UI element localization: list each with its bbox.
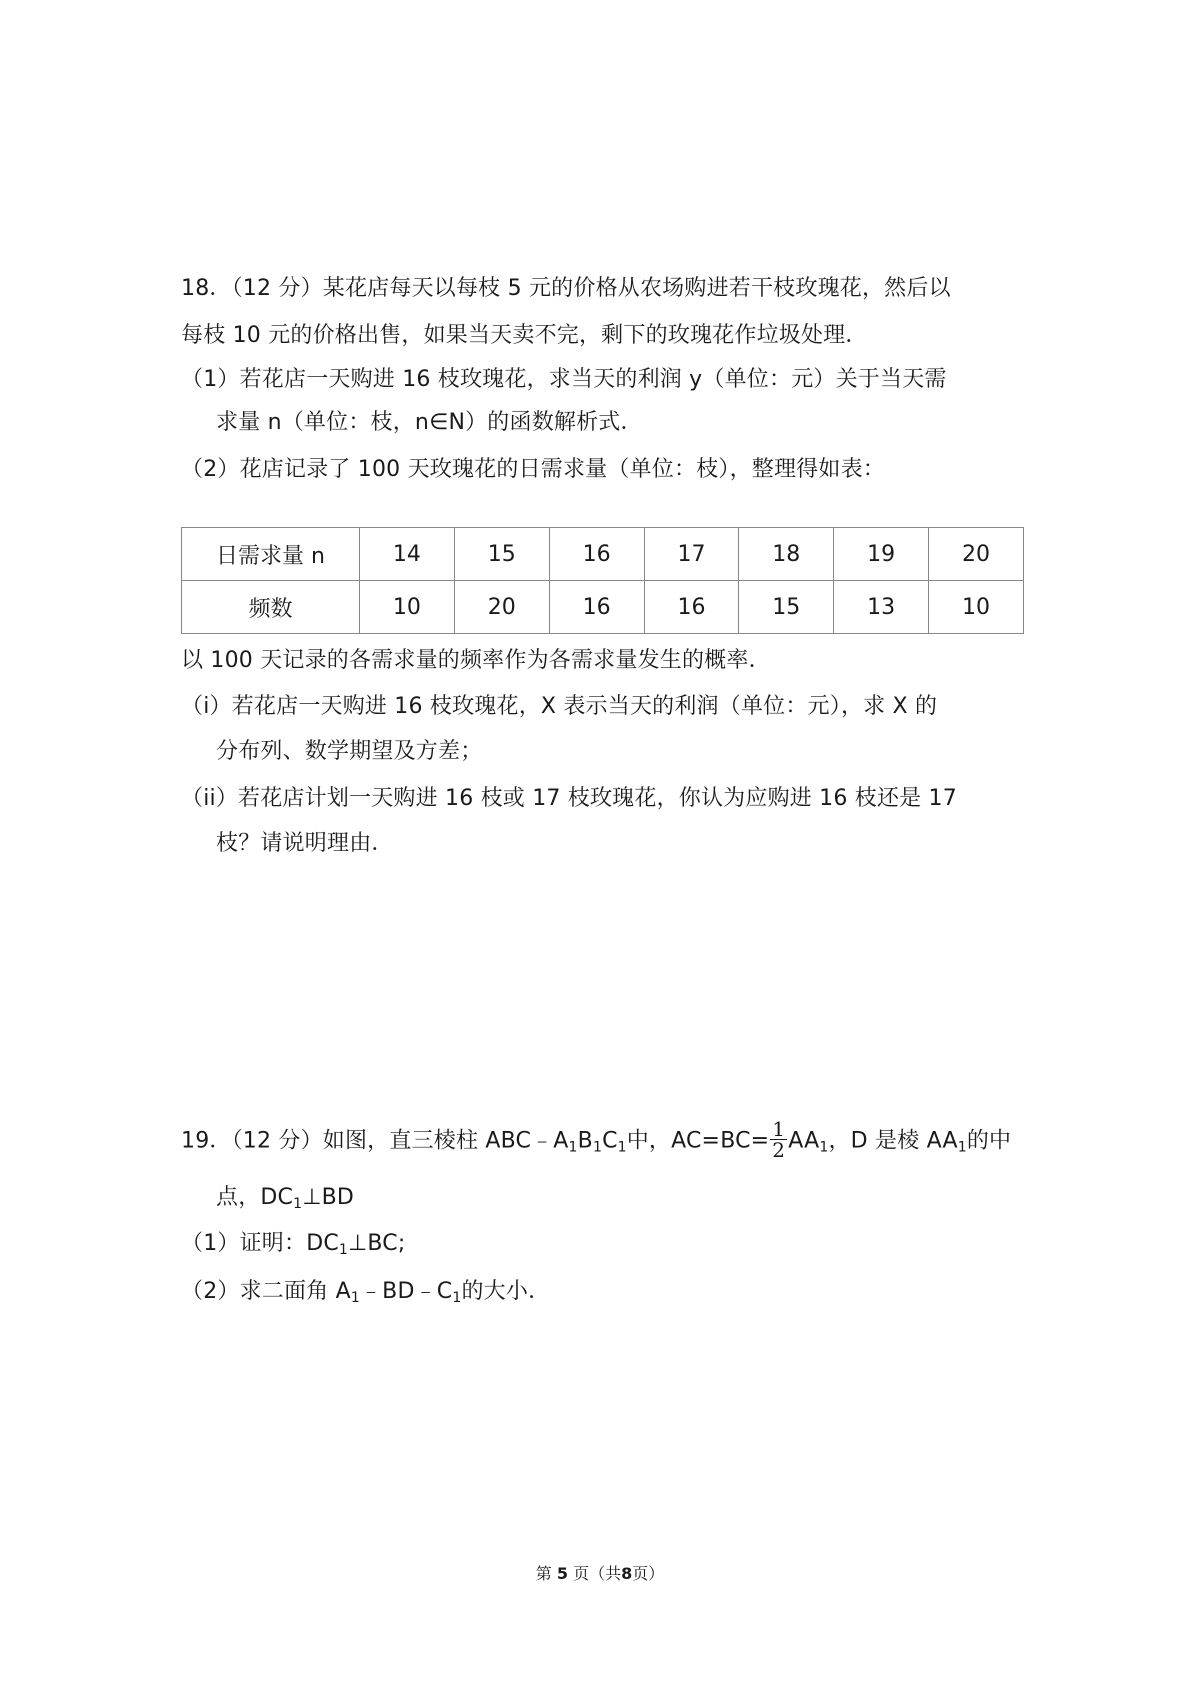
q18-sub-i-line-2: 分布列、数学期望及方差； bbox=[216, 739, 483, 764]
table-cell: 15 bbox=[739, 581, 834, 634]
q18-part2-line-1: （2）花店记录了 100 天玫瑰花的日需求量（单位：枝），整理得如表： bbox=[181, 457, 885, 482]
row-header-frequency: 频数 bbox=[182, 581, 360, 634]
frequency-table bbox=[181, 527, 1024, 634]
table-cell: 17 bbox=[644, 528, 739, 581]
q19-part1: （1）证明：$DC_1\perp BC$; bbox=[181, 1231, 406, 1258]
q18-sub-ii-line-1: （ii）若花店计划一天购进 16 枝或 17 枝玫瑰花，你认为应购进 16 枝还是 17 bbox=[181, 786, 957, 811]
table-cell: 20 bbox=[454, 581, 549, 634]
table-cell: 15 bbox=[454, 528, 549, 581]
table-row bbox=[182, 528, 1024, 581]
table-cell: 13 bbox=[834, 581, 929, 634]
table-cell: 20 bbox=[929, 528, 1024, 581]
q19-line-2: 点，$DC_1\perp BD$ bbox=[216, 1185, 355, 1212]
table-cell: 10 bbox=[360, 581, 455, 634]
q19-part2: （2）求二面角 $A_1﹣BD﹣C_1$的大小． bbox=[181, 1279, 551, 1306]
q18-part1-line-1: （1）若花店一天购进 16 枝玫瑰花，求当天的利润 y（单位：元）关于当天需 bbox=[181, 367, 947, 392]
q19-line-1: 19．（12 分）如图，直三棱柱 $ABC﹣A_1B_1C_1$中，AC=BC= $\frac{1}{2}$ $AA_1$，D 是棱 $AA_1$的中 bbox=[181, 1117, 1012, 1162]
q18-line-1: 18．（12 分）某花店每天以每枝 5 元的价格从农场购进若干枝玫瑰花，然后以 bbox=[181, 276, 951, 301]
table-cell: 16 bbox=[549, 581, 644, 634]
table-row bbox=[182, 581, 1024, 634]
q18-sub-ii-line-2: 枝？请说明理由． bbox=[216, 831, 394, 856]
fraction-one-half: $\frac{1}{2}$ bbox=[772, 1117, 786, 1162]
table-cell: 14 bbox=[360, 528, 455, 581]
current-page-number: 5 bbox=[556, 1564, 568, 1583]
q18-sub-i-line-1: （i）若花店一天购进 16 枝玫瑰花，X 表示当天的利润（单位：元），求 X 的 bbox=[181, 694, 938, 719]
table-cell: 16 bbox=[549, 528, 644, 581]
table-cell: 16 bbox=[644, 581, 739, 634]
q18-after-table: 以 100 天记录的各需求量的频率作为各需求量发生的概率． bbox=[181, 648, 771, 673]
page-footer: 第 5 页（共8页） bbox=[535, 1564, 665, 1583]
q18-line-2: 每枝 10 元的价格出售，如果当天卖不完，剩下的玫瑰花作垃圾处理． bbox=[181, 323, 868, 348]
total-pages-number: 8 bbox=[621, 1564, 633, 1583]
table-cell: 18 bbox=[739, 528, 834, 581]
table-cell: 10 bbox=[929, 581, 1024, 634]
table-cell: 19 bbox=[834, 528, 929, 581]
q18-part1-line-2: 求量 n（单位：枝，n∈N）的函数解析式． bbox=[216, 410, 643, 435]
row-header-demand: 日需求量 n bbox=[182, 528, 360, 581]
